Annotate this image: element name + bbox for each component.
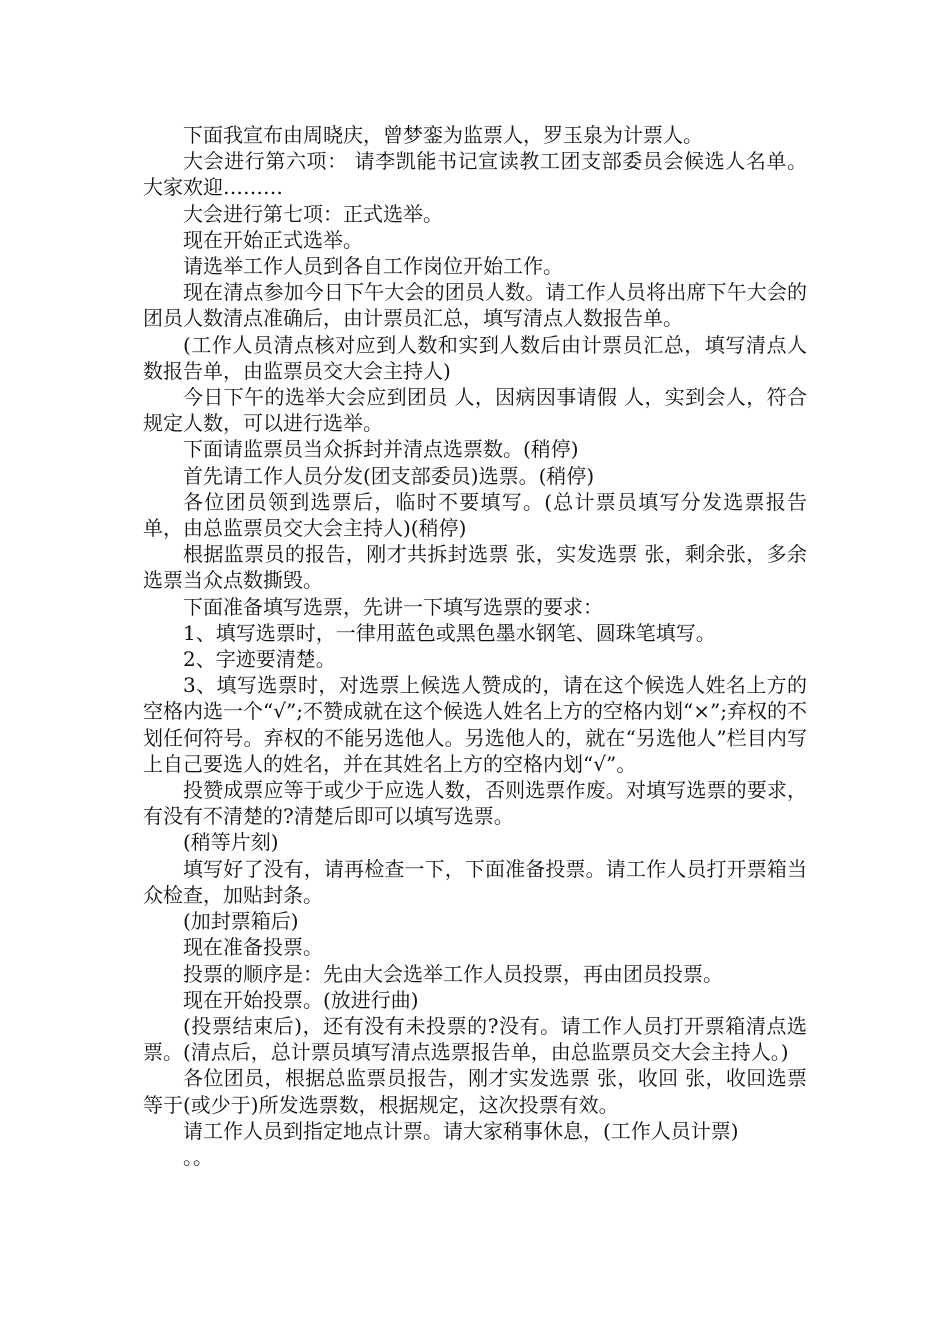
paragraph: 现在开始正式选举。 xyxy=(183,227,363,252)
paragraph: 下面我宣布由周晓庆，曾梦銮为监票人，罗玉泉为计票人。 xyxy=(183,123,703,147)
document-body xyxy=(143,122,807,1170)
paragraph: 现在清点参加今日下午大会的团员人数。请工作人员将出席下午大会的团员人数清点准确后，由计票员汇总，填写清点人数报告单。 xyxy=(143,280,807,331)
paragraph: 3、填写选票时，对选票上候选人赞成的，请在这个候选人姓名上方的空格内选一个“√”;不赞成就在这个候选人姓名上方的空格内划“×”;弃权的不划任何符号。弃权的不能另选他人。另选他人的，就在“另选他人”栏目内写上自己要选人的姓名，并在其姓名上方的空格内划“√”。 xyxy=(143,673,807,776)
paragraph: 各位团员，根据总监票员报告，刚才实发选票 张，收回 张，收回选票等于(或少于)所发选票数，根据规定，这次投票有效。 xyxy=(143,1066,807,1117)
paragraph: 。。 xyxy=(183,1144,213,1169)
paragraph: 下面请监票员当众拆封并清点选票数。(稍停) xyxy=(183,437,579,462)
paragraph: 请工作人员到指定地点计票。请大家稍事休息，(工作人员计票) xyxy=(183,1118,739,1143)
paragraph: (投票结束后)，还有没有未投票的?没有。请工作人员打开票箱清点选票。(清点后，总计票员填写清点选票报告单，由总监票员交大会主持人。) xyxy=(143,1013,807,1065)
paragraph: 2、字迹要清楚。 xyxy=(183,647,336,672)
paragraph: 现在准备投票。 xyxy=(183,935,323,960)
paragraph: 请选举工作人员到各自工作岗位开始工作。 xyxy=(183,254,563,279)
paragraph: 下面准备填写选票，先讲一下填写选票的要求： xyxy=(183,594,603,619)
paragraph: 大会进行第六项： 请李凯能书记宣读教工团支部委员会候选人名单。大家欢迎……… xyxy=(143,149,807,200)
paragraph: 1、填写选票时，一律用蓝色或黑色墨水钢笔、圆珠笔填写。 xyxy=(183,620,716,645)
paragraph: 首先请工作人员分发(团支部委员)选票。(稍停) xyxy=(183,463,595,488)
paragraph: 根据监票员的报告，刚才共拆封选票 张，实发选票 张，剩余张，多余选票当众点数撕毁。 xyxy=(143,542,807,593)
paragraph: 大会进行第七项：正式选举。 xyxy=(183,201,443,226)
paragraph: 今日下午的选举大会应到团员 人，因病因事请假 人，实到会人，符合规定人数，可以进行选举。 xyxy=(143,385,807,436)
paragraph: 投票的顺序是：先由大会选举工作人员投票，再由团员投票。 xyxy=(183,961,723,986)
paragraph: 各位团员领到选票后，临时不要填写。(总计票员填写分发选票报告单，由总监票员交大会主持人)(稍停) xyxy=(143,489,807,541)
paragraph: (工作人员清点核对应到人数和实到人数后由计票员汇总，填写清点人数报告单，由监票员交大会主持人) xyxy=(143,332,807,383)
paragraph: 投赞成票应等于或少于应选人数，否则选票作废。对填写选票的要求，有没有不清楚的?清楚后即可以填写选票。 xyxy=(143,778,807,829)
paragraph: 现在开始投票。(放进行曲) xyxy=(183,987,419,1012)
paragraph: 填写好了没有，请再检查一下，下面准备投票。请工作人员打开票箱当众检查，加贴封条。 xyxy=(143,856,807,907)
paragraph: (加封票箱后) xyxy=(183,909,299,934)
paragraph: (稍等片刻) xyxy=(183,830,279,855)
